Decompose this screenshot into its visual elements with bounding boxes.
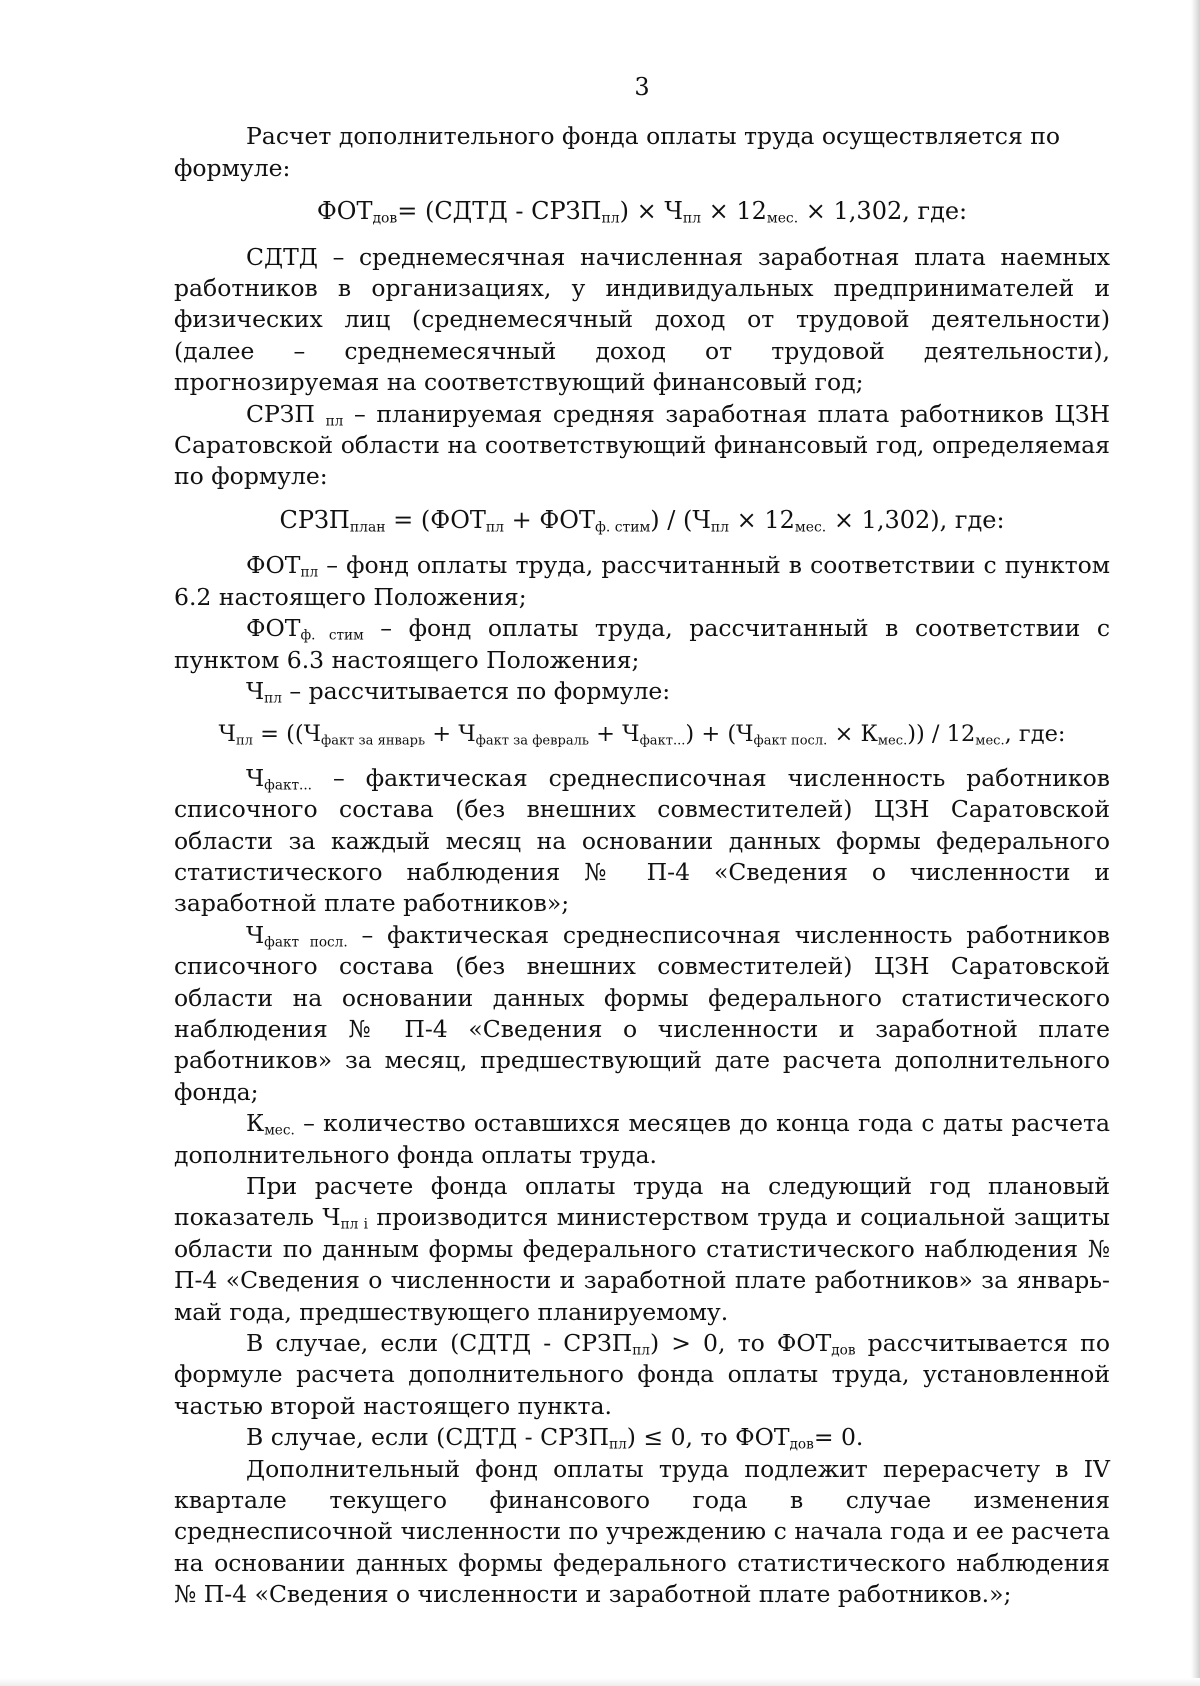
paragraph-ch-fact: $Ч_{факт...}$ – фактическая среднесписочная численность работников списочного состава (без внешних совместителей) ЦЗН Саратовской области за каждый месяц на основании данных формы федерального статистического наблюдения № П-4 «Сведения о численности и заработной плате работников»; <box>174 763 1110 918</box>
paragraph-ch-fact-posl: $Ч_{факт посл.}$ – фактическая среднесписочная численность работников списочного состава (без внешних совместителей) ЦЗН Саратовской области на основании данных формы федерального статистического наблюдения № П-4 «Сведения о численности и заработной плате работников» за месяц, предшествующий дате расчета дополнительного фонда; <box>174 920 1110 1106</box>
paragraph-case-positive: В случае, если (СДТД - $СРЗП_{пл}) > 0$, то $ФОТ_{дов}$ рассчитывается по формуле расчета дополнительного фонда оплаты труда, установленной частью второй настоящего пункта. <box>174 1329 1110 1420</box>
page-number: 3 <box>634 73 650 101</box>
formula-fot-dov: $ФОТ_{дов}=$ (СДТД - $СРЗП_{пл}) \times Ч_{пл} \times 12_{мес.} \times 1,302$, где: <box>316 197 968 227</box>
paragraph-k-mes: $К_{мес.}$ – количество оставшихся месяцев до конца года с даты расчета дополнительного фонда оплаты труда. <box>174 1109 1110 1169</box>
paragraph-case-negative: В случае, если (СДТД - $СРЗП_{пл}) \le 0$, то $ФОТ_{дов}= 0$. <box>246 1423 864 1453</box>
paragraph-ch-pl: $Ч_{пл}$ – рассчитывается по формуле: <box>246 676 671 707</box>
paragraph-fot-pl: $ФОТ_{пл}$ – фонд оплаты труда, рассчитанный в соответствии с пунктом 6.2 настоящего Положения; <box>174 551 1110 611</box>
paragraph-next-year: При расчете фонда оплаты труда на следующий год плановый показатель $Ч_{пл i}$ производится министерством труда и социальной защиты области по данным формы федерального статистического наблюдения № П-4 «Сведения о численности и заработной плате работников» за январь-май года, предшествующего планируемому. <box>174 1172 1110 1326</box>
formula-ch-pl: $Ч_{пл} = ((Ч_{факт за январь} + Ч_{факт за февраль} + Ч_{факт...}) + (Ч_{факт посл.} \times К_{мес.})) / 12_{мес.}$, где: <box>218 721 1066 749</box>
scan-edge-shadow <box>1191 0 1200 1686</box>
paragraph-fot-stim: $ФОТ_{ф. стим}$ – фонд оплаты труда, рассчитанный в соответствии с пунктом 6.3 настоящего Положения; <box>174 614 1110 674</box>
formula-srzp-plan: $СРЗП_{план} = (ФОТ_{пл} + ФОТ_{ф. стим}) / (Ч_{пл} \times 12_{мес.} \times 1,302)$, где: <box>279 505 1005 536</box>
paragraph-recalculation: Дополнительный фонд оплаты труда подлежит перерасчету в IV квартале текущего финансового года в случае изменения среднесписочной численности по учреждению с начала года и ее расчета на основании данных формы федерального статистического наблюдения № П-4 «Сведения о численности и заработной плате работников.»; <box>174 1454 1110 1609</box>
document-body <box>174 72 1110 1611</box>
intro-paragraph: Расчет дополнительного фонда оплаты труда осуществляется по формуле: <box>174 122 1061 182</box>
paragraph-sdtd: СДТД – среднемесячная начисленная заработная плата наемных работников в организациях, у индивидуальных предпринимателей и физических лиц (среднемесячный доход от трудовой деятельности) (далее – среднемесячный доход от трудовой деятельности), прогнозируемая на соответствующий финансовый год; <box>174 242 1110 397</box>
scan-bottom-shadow <box>0 1678 1200 1686</box>
paragraph-srzp: СРЗП $_{пл}$ – планируемая средняя заработная плата работников ЦЗН Саратовской области на соответствующий финансовый год, определяемая по формуле: <box>174 399 1110 491</box>
